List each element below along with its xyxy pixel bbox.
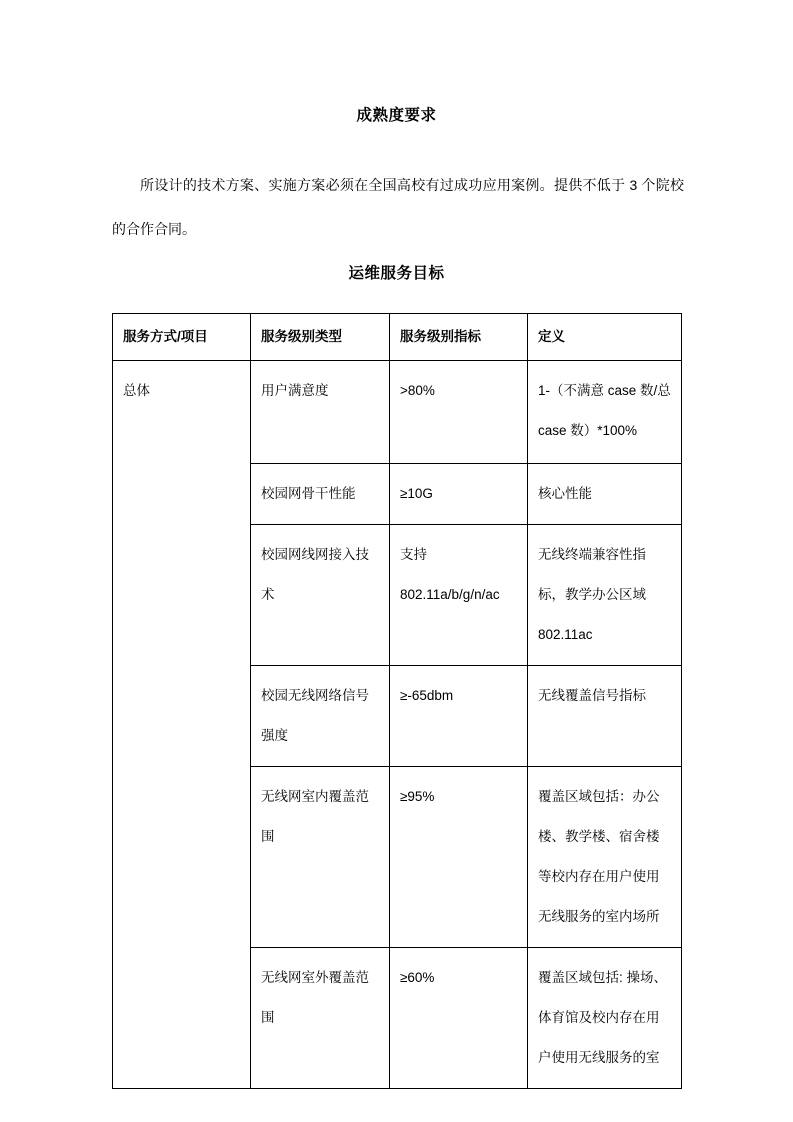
page-title: 成熟度要求 (356, 107, 437, 124)
cell-definition: 核心性能 (528, 464, 682, 525)
cell-service-level-type: 无线网室外覆盖范围 (251, 948, 390, 1089)
cell-service-level-indicator: ≥-65dbm (390, 666, 528, 767)
cell-definition: 无线覆盖信号指标 (528, 666, 682, 767)
column-header-service-mode: 服务方式/项目 (113, 314, 251, 361)
cell-service-level-indicator: ≥10G (390, 464, 528, 525)
cell-service-level-type: 校园网骨干性能 (251, 464, 390, 525)
body-paragraph: 所设计的技术方案、实施方案必须在全国高校有过成功应用案例。提供不低于 3 个院校的合作合同。 (112, 177, 684, 237)
service-level-table (112, 313, 682, 1089)
cell-service-level-indicator: ≥95% (390, 767, 528, 948)
section-title: 运维服务目标 (348, 265, 445, 282)
cell-service-level-type: 用户满意度 (251, 361, 390, 464)
column-header-service-level-type: 服务级别类型 (251, 314, 390, 361)
cell-definition: 覆盖区域包括: 操场、体育馆及校内存在用户使用无线服务的室 (528, 948, 682, 1089)
merged-cell-overall: 总体 (113, 361, 251, 1089)
cell-service-level-indicator: ≥60% (390, 948, 528, 1089)
table-header-row (113, 314, 682, 361)
column-header-definition: 定义 (528, 314, 682, 361)
cell-service-level-type: 校园网线网接入技术 (251, 525, 390, 666)
cell-service-level-indicator: 支持 802.11a/b/g/n/ac (390, 525, 528, 666)
cell-service-level-indicator: >80% (390, 361, 528, 464)
column-header-service-level-indicator: 服务级别指标 (390, 314, 528, 361)
cell-definition: 覆盖区域包括：办公楼、教学楼、宿舍楼等校内存在用户使用无线服务的室内场所 (528, 767, 682, 948)
cell-service-level-type: 无线网室内覆盖范围 (251, 767, 390, 948)
cell-definition: 1-（不满意 case 数/总 case 数）*100% (528, 361, 682, 464)
cell-service-level-type: 校园无线网络信号强度 (251, 666, 390, 767)
cell-definition: 无线终端兼容性指标，教学办公区域 802.11ac (528, 525, 682, 666)
table-row (113, 361, 682, 464)
